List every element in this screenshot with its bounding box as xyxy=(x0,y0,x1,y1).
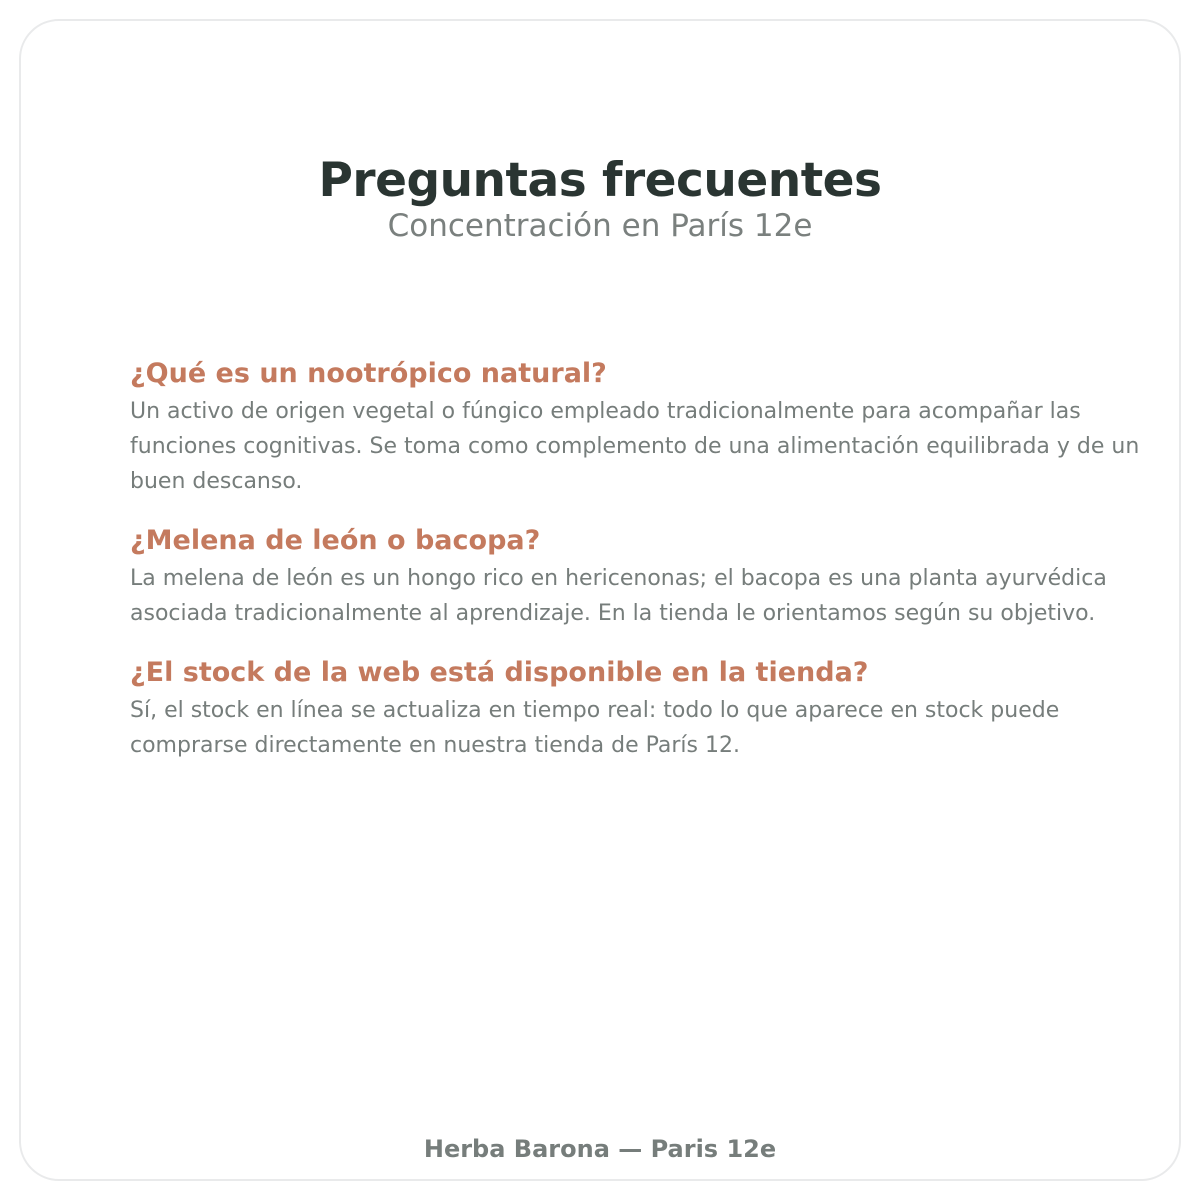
faq-answer: Sí, el stock en línea se actualiza en tiempo real: todo lo que aparece en stock puede comprarse directamente en nuestra tienda de París 12. xyxy=(130,698,1060,758)
faq-question: ¿Melena de león o bacopa? xyxy=(130,525,541,556)
faq-card xyxy=(19,19,1181,1181)
faq-list xyxy=(130,354,1140,785)
faq-answer: La melena de león es un hongo rico en hericenonas; el bacopa es una planta ayurvédica asociada tradicionalmente al aprendizaje. En la tienda le orientamos según su objetivo. xyxy=(130,566,1107,626)
faq-item xyxy=(130,354,1140,499)
faq-item xyxy=(130,653,1140,763)
footer-brand: Herba Barona — Paris 12e xyxy=(423,1135,777,1163)
page-subtitle: Concentración en París 12e xyxy=(387,208,813,244)
faq-answer: Un activo de origen vegetal o fúngico empleado tradicionalmente para acompañar las funciones cognitivas. Se toma como complemento de una alimentación equilibrada y de un buen descanso. xyxy=(130,399,1140,494)
faq-question: ¿El stock de la web está disponible en la tienda? xyxy=(130,657,869,688)
faq-question: ¿Qué es un nootrópico natural? xyxy=(130,358,607,389)
faq-item xyxy=(130,521,1140,631)
page-title: Preguntas frecuentes xyxy=(318,153,882,209)
